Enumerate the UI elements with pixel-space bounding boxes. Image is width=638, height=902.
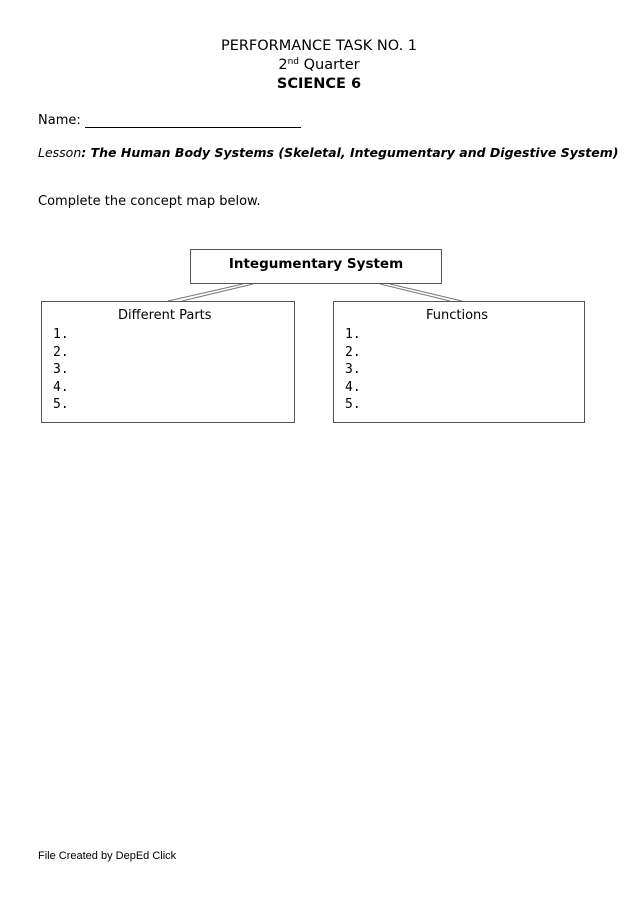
functions-header: Functions	[426, 308, 489, 323]
lesson-text: : The Human Body Systems (Skeletal, Integumentary and Digestive System)	[81, 145, 619, 160]
list-item: 3.	[345, 362, 361, 377]
list-item: 4.	[345, 379, 361, 395]
functions-box[interactable]	[333, 301, 585, 423]
footer-credit: File Created by DepEd Click	[38, 850, 177, 862]
functions-list	[345, 326, 361, 414]
connector-left-a	[168, 284, 243, 301]
name-label: Name:	[38, 113, 81, 128]
root-label: Integumentary System	[228, 256, 404, 272]
list-item: 4.	[53, 379, 69, 395]
list-item: 2.	[53, 344, 69, 360]
concept-map-root-box	[190, 249, 442, 284]
quarter-suffix: nd	[287, 57, 299, 67]
list-item: 5.	[53, 397, 69, 412]
subject-title: SCIENCE 6	[276, 76, 362, 92]
different-parts-header: Different Parts	[118, 308, 212, 323]
list-item: 2.	[345, 344, 361, 360]
list-item: 3.	[53, 362, 69, 377]
quarter-word: Quarter	[299, 57, 360, 73]
different-parts-box[interactable]	[41, 301, 295, 423]
task-title: PERFORMANCE TASK NO. 1	[220, 38, 418, 54]
lesson-label: Lesson	[38, 145, 82, 160]
list-item: 1.	[345, 327, 361, 342]
quarter-number: 2	[278, 57, 288, 73]
connector-right-a	[380, 284, 450, 301]
different-parts-list	[53, 326, 69, 414]
list-item: 1.	[53, 327, 69, 342]
connector-right-b	[390, 284, 462, 301]
instructions: Complete the concept map below.	[38, 194, 261, 209]
connector-left-b	[182, 284, 253, 301]
list-item: 5.	[345, 397, 361, 412]
